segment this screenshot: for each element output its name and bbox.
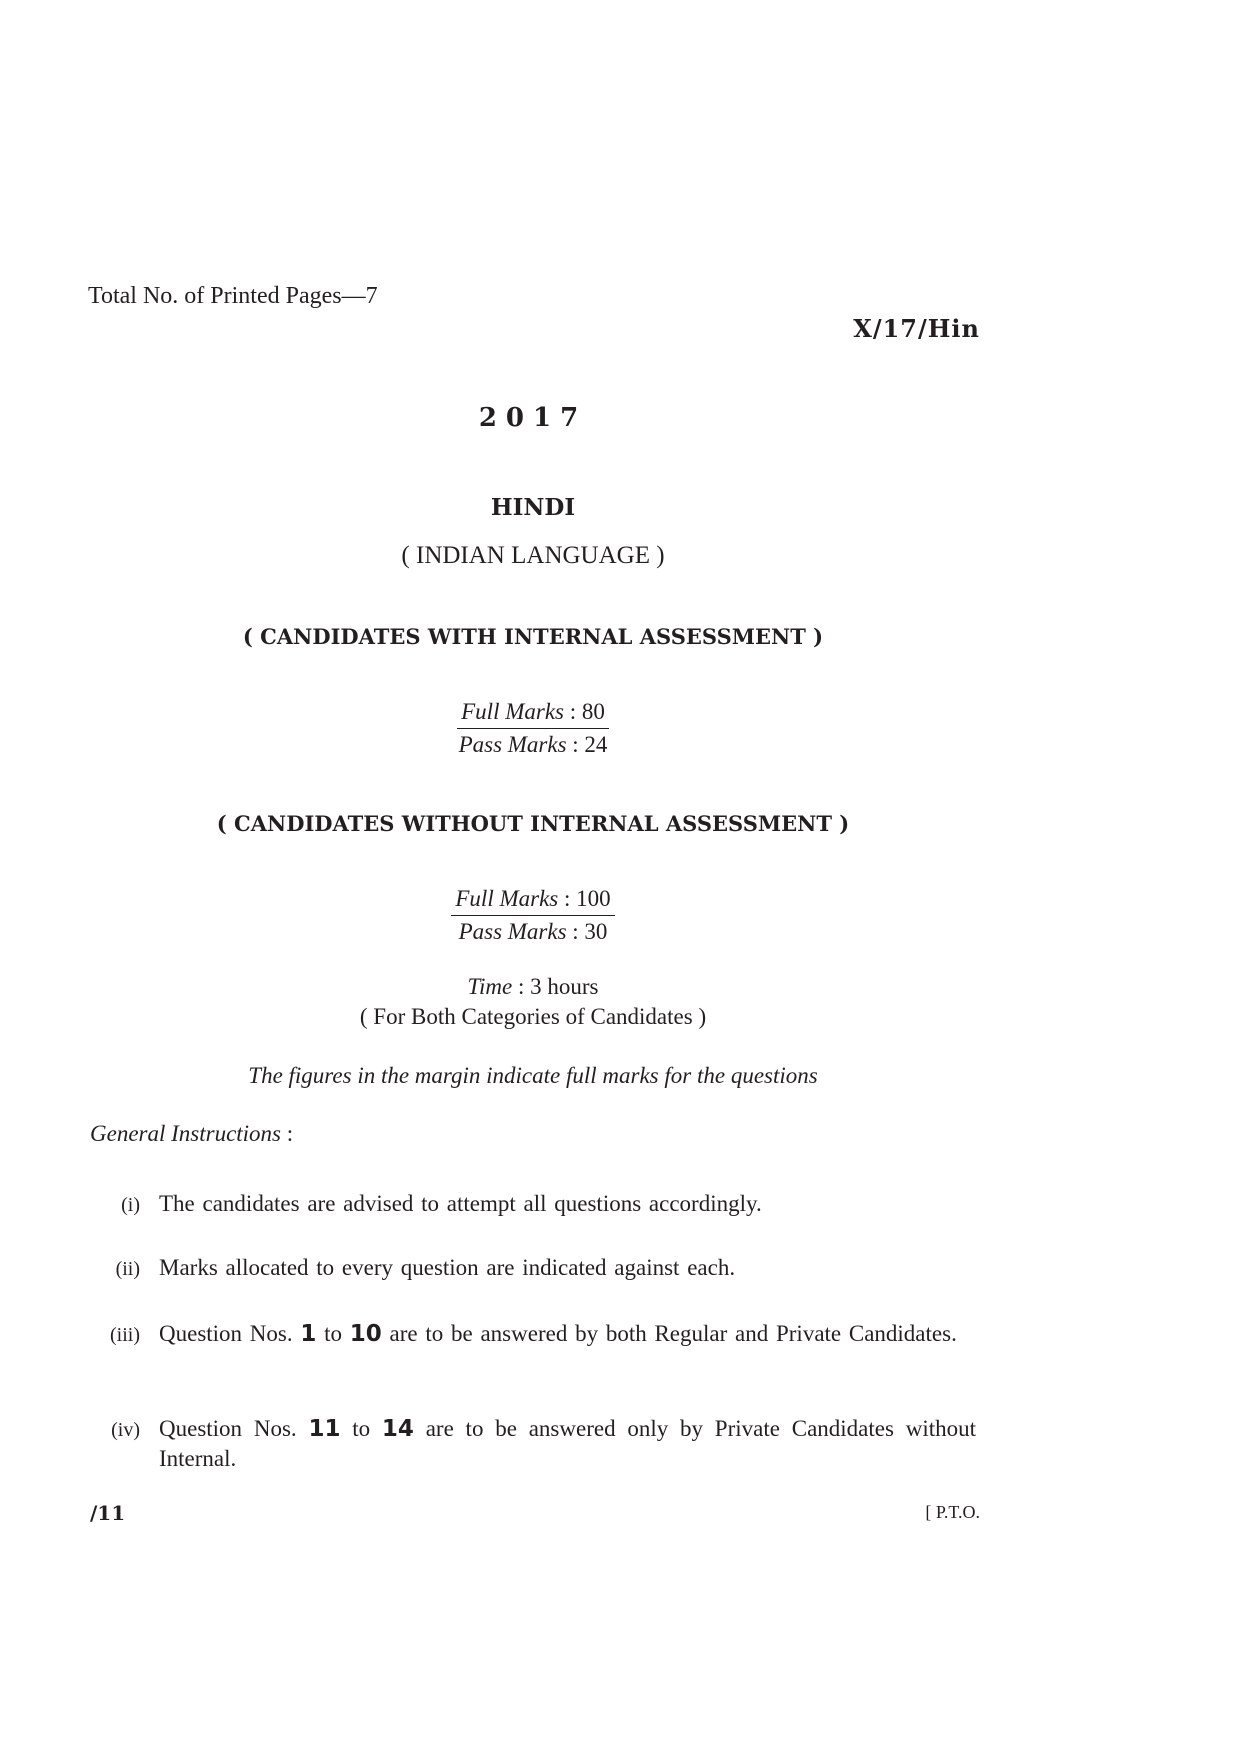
pass-marks-line: Pass Marks : 24 [458,732,608,757]
marks-with-internal [0,696,1066,761]
pass-marks-line: Pass Marks : 30 [458,919,608,944]
category-with-internal-heading: ( CANDIDATES WITH INTERNAL ASSESSMENT ) [242,624,824,649]
instruction-number: (i) [121,1194,140,1216]
subject-subtitle: ( INDIAN LANGUAGE ) [401,542,665,569]
instruction-text: Question Nos. 1 to 10 are to be answered by both Regular and Private Candidates. [159,1321,957,1347]
paper-code: X/17/Hin [853,314,980,343]
margin-marks-note: The figures in the margin indicate full marks for the questions [248,1063,818,1088]
category-without-internal-heading: ( CANDIDATES WITHOUT INTERNAL ASSESSMENT ) [216,811,850,836]
time-note: ( For Both Categories of Candidates ) [359,1004,707,1029]
instruction-number: (ii) [115,1258,140,1280]
full-marks-line: Full Marks : 80 [457,696,609,729]
subject-title: HINDI [490,494,576,521]
instruction-number: (iii) [110,1324,140,1346]
general-instructions-label: General Instructions : [90,1121,294,1146]
printed-pages-count: Total No. of Printed Pages—7 [88,283,378,309]
exam-year: 2017 [478,403,588,433]
marks-without-internal [0,883,1066,948]
full-marks-line: Full Marks : 100 [451,883,614,916]
please-turn-over: [ P.T.O. [925,1502,980,1522]
instruction-text: The candidates are advised to attempt all questions accordingly. [159,1191,762,1216]
page-reference: /11 [90,1501,126,1525]
time-allowed: Time : 3 hours [467,974,599,999]
instruction-text: Marks allocated to every question are indicated against each. [159,1255,736,1280]
instruction-number: (iv) [111,1419,140,1441]
instruction-text: Question Nos. 11 to 14 are to be answered only by Private Candidates without Internal. [159,1416,976,1471]
